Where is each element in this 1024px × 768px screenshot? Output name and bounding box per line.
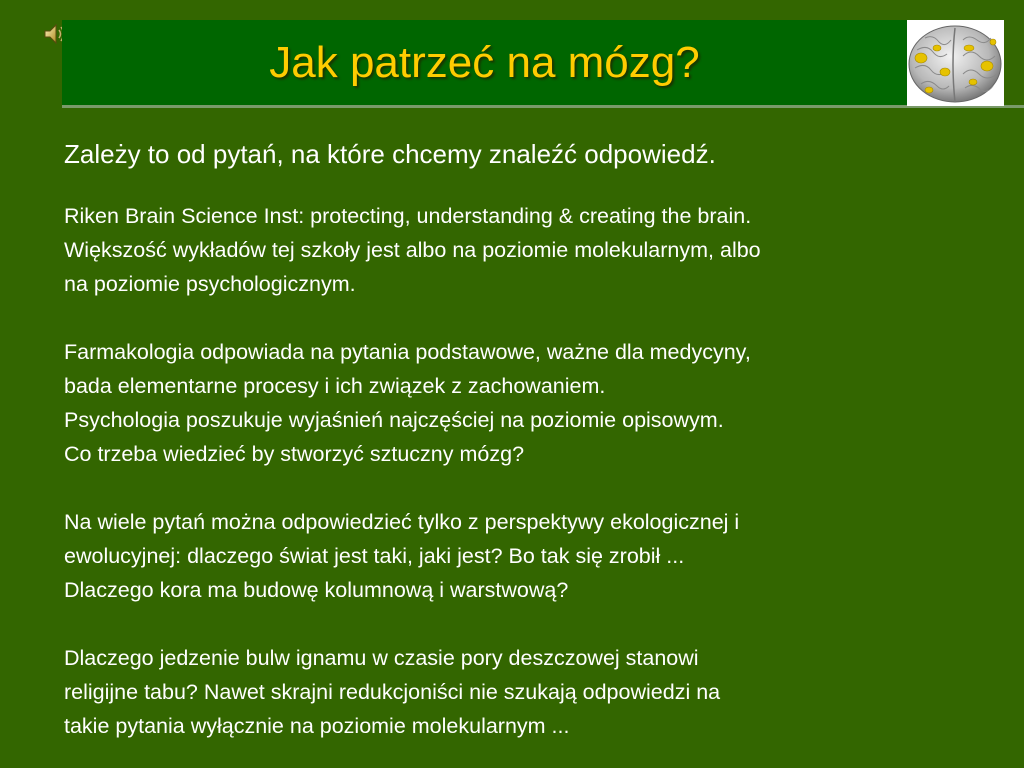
text-line: Na wiele pytań można odpowiedzieć tylko z perspektywy ekologicznej i	[64, 510, 740, 534]
intro-text: Zależy to od pytań, na które chcemy znaleźć odpowiedź.	[64, 139, 716, 169]
brain-image	[907, 20, 1004, 106]
text-line: Dlaczego jedzenie bulw ignamu w czasie pory deszczowej stanowi	[64, 646, 699, 670]
text-line: Psychologia poszukuje wyjaśnień najczęściej na poziomie opisowym.	[64, 408, 724, 432]
text-line: ewolucyjnej: dlaczego świat jest taki, jaki jest? Bo tak się zrobił ...	[64, 544, 685, 568]
text-line: bada elementarne procesy i ich związek z zachowaniem.	[64, 374, 606, 398]
title-band	[62, 20, 907, 105]
text-line: Większość wykładów tej szkoły jest albo na poziomie molekularnym, albo	[64, 238, 761, 262]
text-line: Dlaczego kora ma budowę kolumnową i warstwową?	[64, 578, 569, 602]
text-line: religijne tabu? Nawet skrajni redukcjoniści nie szukają odpowiedzi na	[64, 680, 721, 704]
paragraph-gap	[64, 301, 1004, 335]
paragraph-1	[64, 199, 1004, 301]
paragraph-gap	[64, 471, 1004, 505]
text-line: Farmakologia odpowiada na pytania podstawowe, ważne dla medycyny,	[64, 340, 751, 364]
paragraph-3	[64, 505, 1004, 607]
body-text	[64, 199, 1004, 743]
paragraph-2	[64, 335, 1004, 471]
slide-title: Jak patrzeć na mózg?	[269, 38, 700, 87]
text-line: Riken Brain Science Inst: protecting, understanding & creating the brain.	[64, 204, 752, 228]
text-line: Co trzeba wiedzieć by stworzyć sztuczny mózg?	[64, 442, 525, 466]
paragraph-gap	[64, 607, 1004, 641]
text-line: takie pytania wyłącznie na poziomie molekularnym ...	[64, 714, 570, 738]
text-line: na poziomie psychologicznym.	[64, 272, 356, 296]
paragraph-4	[64, 641, 1004, 743]
